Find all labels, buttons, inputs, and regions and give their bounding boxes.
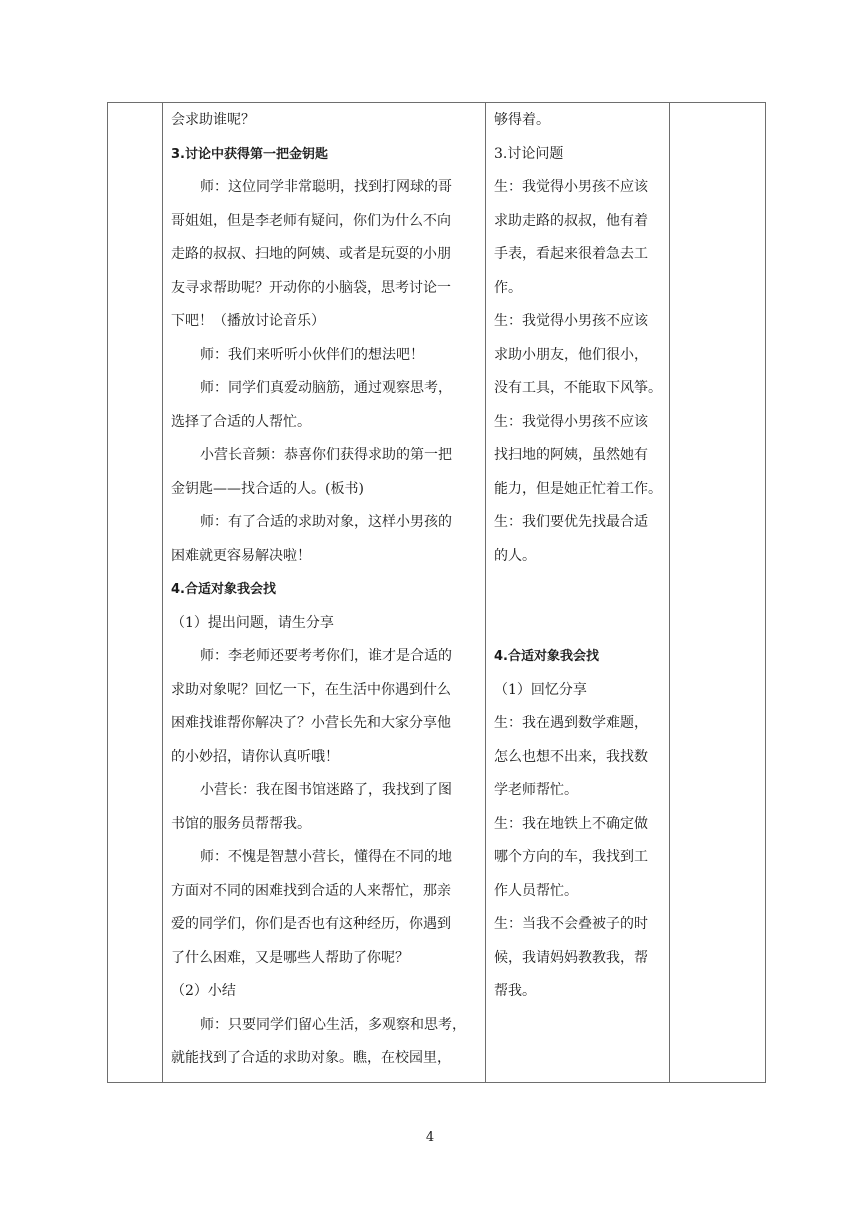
student-text-line: 生：我觉得小男孩不应该 [494, 313, 648, 329]
teacher-text-line: 就能找到了合适的求助对象。瞧，在校园里， [171, 1050, 451, 1066]
teacher-text-line: 师：这位同学非常聪明，找到打网球的哥 [200, 179, 452, 195]
student-text-line: 3.讨论问题 [494, 145, 564, 162]
teacher-text-line: 金钥匙——找合适的人。(板书) [171, 480, 364, 497]
table-border-right [765, 102, 766, 1083]
student-text-line: 生：我在地铁上不确定做 [494, 815, 648, 832]
student-text-line: 没有工具，不能取下风筝。 [494, 380, 662, 396]
student-text-line: 生：我觉得小男孩不应该 [494, 413, 648, 430]
page-number: 4 [425, 1130, 435, 1145]
teacher-text-line: 师：同学们真爱动脑筋，通过观察思考， [200, 380, 452, 396]
student-text-line: 作。 [494, 279, 522, 296]
teacher-text-line: 师：不愧是智慧小营长，懂得在不同的地 [200, 849, 452, 865]
teacher-text-line: 方面对不同的困难找到合适的人来帮忙，那亲 [171, 882, 451, 899]
student-text-line: 生：我觉得小男孩不应该 [494, 179, 648, 195]
student-text-line: 帮我。 [494, 983, 536, 999]
teacher-text-line: 下吧！（播放讨论音乐） [171, 313, 325, 329]
teacher-text-line: 选择了合适的人帮忙。 [171, 413, 311, 430]
student-text-line: 的人。 [494, 547, 536, 564]
student-text-line: 生：我们要优先找最合适 [494, 514, 648, 530]
teacher-text-line: 师：李老师还要考考你们，谁才是合适的 [200, 648, 452, 664]
teacher-text-line: （2）小结 [171, 983, 236, 999]
teacher-text-line: 求助对象呢？回忆一下，在生活中你遇到什么 [171, 681, 451, 698]
student-text-line: 学老师帮忙。 [494, 782, 578, 798]
teacher-text-line: 哥姐姐，但是李老师有疑问，你们为什么不向 [171, 212, 451, 229]
teacher-text-line: 师：只要同学们留心生活，多观察和思考， [200, 1016, 466, 1033]
teacher-text-line: 的小妙招，请你认真听哦！ [171, 748, 339, 765]
teacher-text-line: 小营长音频：恭喜你们获得求助的第一把 [200, 447, 452, 463]
teacher-text-line: 3.讨论中获得第一把金钥匙 [171, 146, 328, 162]
student-text-line: 求助走路的叔叔，他有着 [494, 212, 648, 229]
table-divider-3 [669, 102, 670, 1083]
student-text-line: 手表，看起来很着急去工 [494, 246, 648, 262]
table-border-left [107, 102, 108, 1083]
student-text-line: 4.合适对象我会找 [494, 649, 599, 664]
student-text-line: 能力，但是她正忙着工作。 [494, 480, 662, 497]
teacher-text-line: 4.合适对象我会找 [171, 582, 276, 597]
table-divider-1 [162, 102, 163, 1083]
student-text-line: 生：当我不会叠被子的时 [494, 916, 648, 932]
student-activity-column [494, 104, 664, 1009]
student-text-line [494, 607, 664, 641]
teacher-text-line: 困难找谁帮你解决了？小营长先和大家分享他 [171, 715, 451, 731]
student-text-line: 候，我请妈妈教教我，帮 [494, 949, 648, 966]
teacher-text-line: 书馆的服务员帮帮我。 [171, 815, 311, 832]
teacher-text-line: 友寻求帮助呢？开动你的小脑袋，思考讨论一 [171, 279, 451, 296]
teacher-text-line: 师：我们来听听小伙伴们的想法吧！ [200, 346, 424, 363]
teacher-text-line: （1）提出问题，请生分享 [171, 614, 334, 631]
student-text-line: 找扫地的阿姨，虽然她有 [494, 447, 648, 463]
student-text-line: （1）回忆分享 [494, 681, 587, 698]
student-text-line: 求助小朋友，他们很小， [494, 346, 648, 363]
student-text-line: 够得着。 [494, 112, 550, 128]
teacher-activity-column [171, 104, 479, 1076]
student-text-line: 哪个方向的车，我找到工 [494, 849, 648, 865]
teacher-text-line: 小营长：我在图书馆迷路了，我找到了图 [200, 782, 452, 798]
teacher-text-line: 走路的叔叔、扫地的阿姨、或者是玩耍的小朋 [171, 246, 451, 262]
table-border-bottom [107, 1082, 766, 1083]
student-text-line: 作人员帮忙。 [494, 882, 578, 899]
teacher-text-line: 爱的同学们，你们是否也有这种经历，你遇到 [171, 916, 451, 932]
student-text-line [494, 573, 664, 607]
table-border-top [107, 102, 766, 103]
teacher-text-line: 了什么困难，又是哪些人帮助了你呢？ [171, 949, 409, 966]
teacher-text-line: 困难就更容易解决啦！ [171, 547, 311, 564]
teacher-text-line: 师：有了合适的求助对象，这样小男孩的 [200, 514, 452, 530]
student-text-line: 生：我在遇到数学难题， [494, 715, 648, 731]
table-divider-2 [485, 102, 486, 1083]
teacher-text-line: 会求助谁呢？ [171, 112, 255, 128]
student-text-line: 怎么也想不出来，我找数 [494, 748, 648, 765]
